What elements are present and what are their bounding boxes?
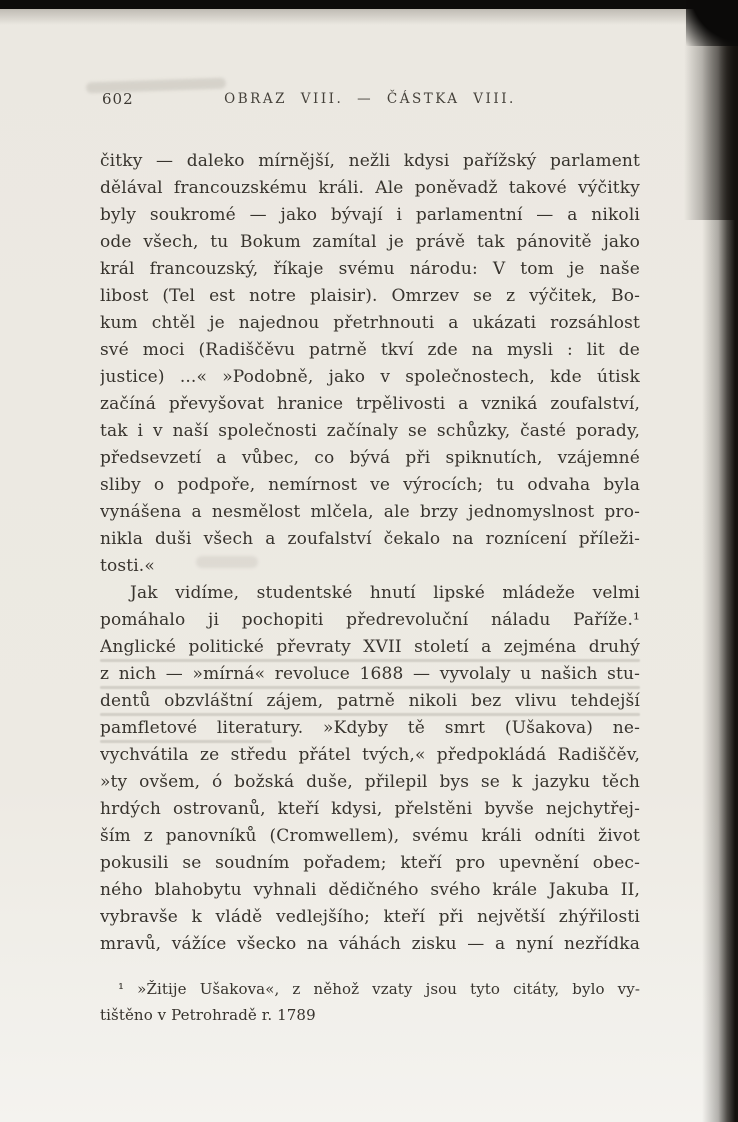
text-line: vychvátila ze středu přátel tvých,« předpokládá Radiščěv, [100, 745, 640, 765]
text-line: Jak vidíme, studentské hnutí lipské mládeže velmi [130, 583, 640, 603]
text-line: začíná převyšovat hranice trpělivosti a vzniká zoufalství, [100, 394, 640, 414]
text-line: ším z panovníků (Cromwellem), svému králi odníti život [100, 826, 640, 846]
text-line: tak i v naší společnosti začínaly se schůzky, časté porady, [100, 421, 640, 441]
text-line: »ty ovšem, ó božská duše, přilepil bys se k jazyku těch [100, 772, 640, 792]
text-line: dentů obzvláštní zájem, patrně nikoli bez vlivu tehdejší [100, 691, 640, 711]
text-line: libost (Tel est notre plaisir). Omrzev se z výčitek, Bo- [100, 286, 640, 306]
text-line: justice) ...« »Podobně, jako v společnostech, kde útisk [100, 367, 640, 387]
footnote [100, 976, 640, 1028]
running-title: OBRAZ VIII. — ČÁSTKA VIII. [224, 91, 516, 107]
text-line: kum chtěl je najednou přetrhnouti a ukázati rozsáhlost [100, 313, 640, 333]
text-line: tosti.« [100, 556, 155, 576]
text-line: mravů, vážíce všecko na váhách zisku — a nyní nezřídka [100, 934, 640, 954]
scan-artifact-top-right-corner [686, 0, 738, 46]
text-line: ode všech, tu Bokum zamítal je právě tak pánovitě jako [100, 232, 640, 252]
text-line: své moci (Radiščěvu patrně tkví zde na mysli : lit de [100, 340, 640, 360]
text-line: nikla duši všech a zoufalství čekalo na roznícení příleži- [100, 529, 640, 549]
text-line: předsevzetí a vůbec, co bývá při spiknutích, vzájemné [100, 448, 640, 468]
text-line: ného blahobytu vyhnali dědičného svého krále Jakuba II, [100, 880, 640, 900]
body-text [100, 148, 640, 958]
scan-artifact-top-shadow [0, 9, 738, 25]
text-line: byly soukromé — jako bývají i parlamentní — a nikoli [100, 205, 640, 225]
text-line: hrdých ostrovanů, kteří kdysi, přelstěni byvše nejchytřej- [100, 799, 640, 819]
text-line: Anglické politické převraty XVII století a zejména druhý [100, 637, 640, 657]
text-line: z nich — »mírná« revoluce 1688 — vyvolaly u našich stu- [100, 664, 640, 684]
page-number: 602 [102, 90, 134, 108]
text-line: vybravše k vládě vedlejšího; kteří při největší zhýřilosti [100, 907, 640, 927]
text-line: král francouzský, říkaje svému národu: V tom je naše [100, 259, 640, 279]
paragraph-1 [100, 148, 640, 580]
text-line: čitky — daleko mírnější, nežli kdysi pařížský parlament [100, 151, 640, 171]
text-line: pomáhalo ji pochopiti předrevoluční náladu Paříže.¹ [100, 610, 640, 630]
page-header [100, 88, 640, 110]
text-line: tištěno v Petrohradě r. 1789 [100, 1006, 316, 1024]
text-line: vynášena a nesmělost mlčela, ale brzy jednomyslnost pro- [100, 502, 640, 522]
text-line: ¹ »Žitije Ušakova«, z něhož vzaty jsou tyto citáty, bylo vy- [118, 980, 640, 998]
text-line: pokusili se soudním pořadem; kteří pro upevnění obec- [100, 853, 640, 873]
paragraph-2 [100, 580, 640, 958]
text-line: sliby o podpoře, nemírnost ve výrocích; tu odvaha byla [100, 475, 640, 495]
scan-artifact-top-bar [0, 0, 738, 9]
text-line: dělával francouzskému králi. Ale poněvadž takové výčitky [100, 178, 640, 198]
text-line: pamfletové literatury. »Kdyby tě smrt (Ušakova) ne- [100, 718, 640, 738]
